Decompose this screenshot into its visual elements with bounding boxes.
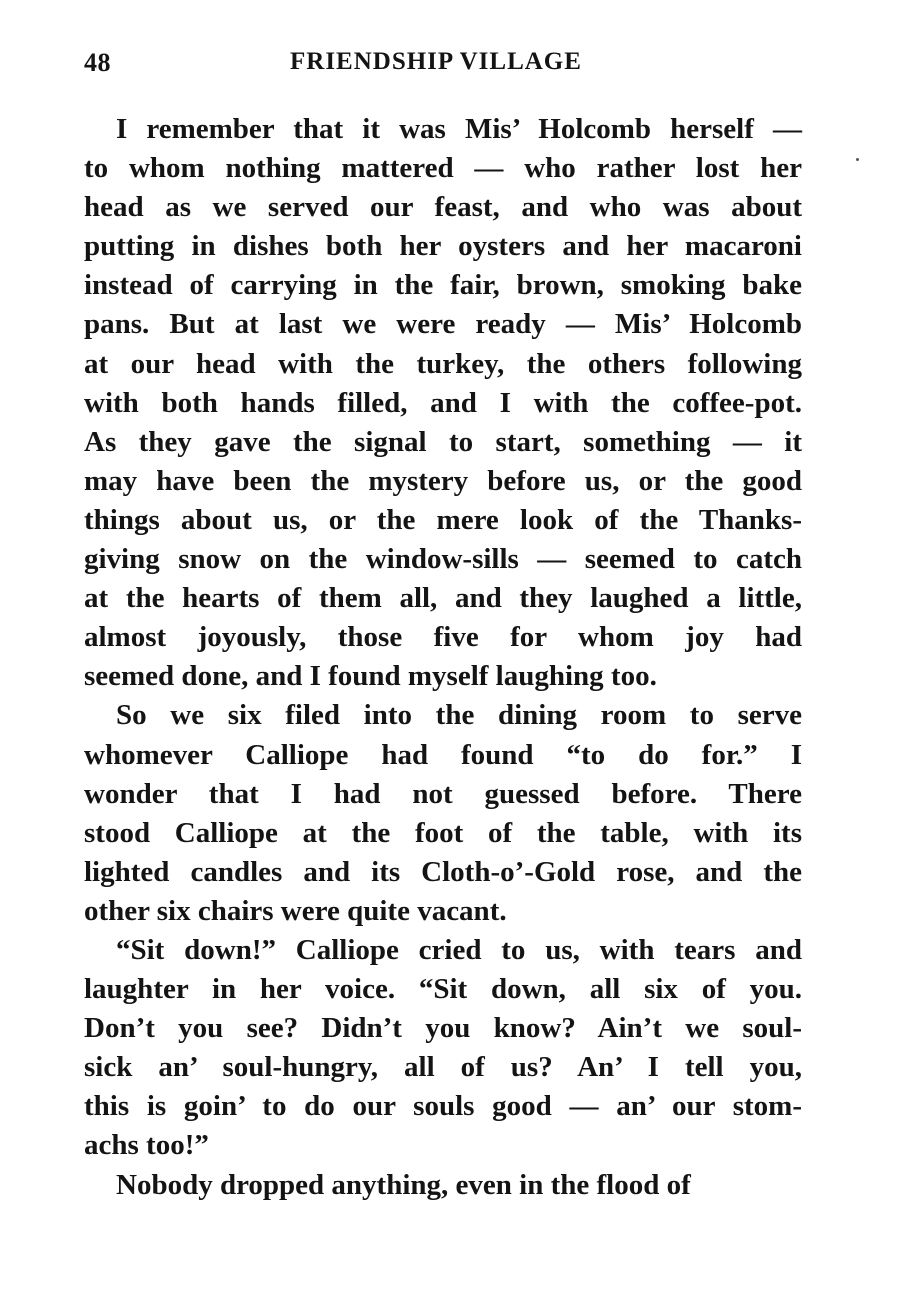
text-line: other six chairs were quite vacant. [84, 894, 507, 927]
text-line: instead of carrying in the fair, brown, smoking bake [84, 269, 802, 302]
text-line: giving snow on the window-sills — seemed to catch [84, 543, 802, 576]
text-line: As they gave the signal to start, something — it [84, 425, 802, 458]
text-line: sick an’ soul-hungry, all of us? An’ I tell you, [84, 1051, 802, 1084]
text-line: to whom nothing mattered — who rather lost her [84, 152, 802, 185]
running-head [84, 48, 804, 84]
text-line: head as we served our feast, and who was about [84, 191, 802, 224]
text-line: So we six filed into the dining room to serve [116, 699, 802, 732]
text-line: whomever Calliope had found “to do for.” I [84, 738, 802, 771]
page-number: 48 [84, 48, 111, 77]
text-line: lighted candles and its Cloth-o’-Gold rose, and the [84, 855, 802, 888]
text-line: this is goin’ to do our souls good — an’ our stom- [84, 1090, 802, 1123]
text-line: putting in dishes both her oysters and her macaroni [84, 230, 802, 263]
text-line: “Sit down!” Calliope cried to us, with tears and [116, 933, 802, 966]
body-text [84, 110, 802, 1205]
text-line: Nobody dropped anything, even in the flood of [116, 1168, 691, 1201]
text-line: Don’t you see? Didn’t you know? Ain’t we soul- [84, 1012, 802, 1045]
text-line: at our head with the turkey, the others following [84, 347, 802, 380]
ink-speck [856, 158, 859, 161]
text-line: almost joyously, those five for whom joy had [84, 621, 802, 654]
text-line: at the hearts of them all, and they laughed a little, [84, 582, 802, 615]
text-line: may have been the mystery before us, or the good [84, 464, 802, 497]
text-line: things about us, or the mere look of the Thanks- [84, 503, 802, 536]
text-line: stood Calliope at the foot of the table, with its [84, 816, 802, 849]
text-line: wonder that I had not guessed before. There [84, 777, 802, 810]
text-line: with both hands filled, and I with the coffee-pot. [84, 386, 802, 419]
text-line: I remember that it was Mis’ Holcomb herself — [116, 113, 802, 145]
text-line: pans. But at last we were ready — Mis’ Holcomb [84, 308, 802, 341]
text-line: seemed done, and I found myself laughing too. [84, 660, 657, 693]
book-title: FRIENDSHIP VILLAGE [290, 48, 582, 75]
text-line: laughter in her voice. “Sit down, all six of you. [84, 973, 802, 1006]
text-line: achs too!” [84, 1129, 209, 1162]
